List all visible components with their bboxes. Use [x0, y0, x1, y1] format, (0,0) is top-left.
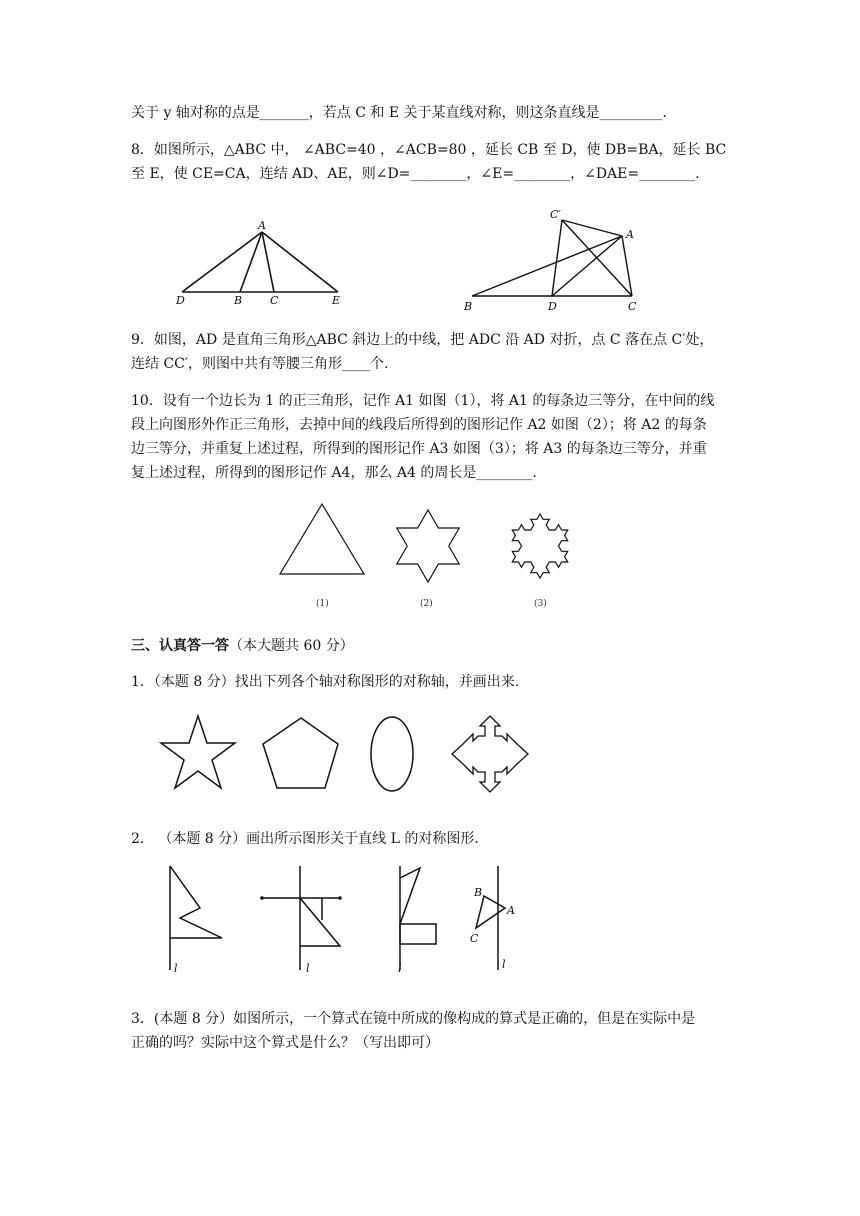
arrow-cross-shape — [452, 716, 528, 792]
label-a2: A — [626, 228, 634, 241]
q10-line2: 段上向图形外作正三角形，去掉中间的线段后所得到的图形记作 A2 如图（2）；将 A2 的每条 — [131, 417, 707, 433]
label-a: A — [258, 219, 266, 232]
section3-title: 三、认真答一答 — [131, 638, 229, 654]
section3-heading — [131, 636, 731, 656]
p2-text: 2． （本题 8 分）画出所示图形关于直线 L 的对称图形. — [131, 831, 479, 847]
star-shape — [161, 716, 235, 788]
koch-a3-snowflake — [512, 514, 567, 578]
label-b2: B — [464, 300, 473, 313]
koch-a1-triangle — [280, 504, 364, 574]
label-c: C — [270, 294, 279, 307]
caption-2: (2) — [420, 599, 433, 609]
q8-line1: 8．如图所示，△ABC 中， ∠ABC=40 ，∠ACB=80 ，延长 CB 至 D，使 DB=BA，延长 BC — [131, 142, 727, 158]
p3-line1: 3．(本题 8 分）如图所示，一个算式在镜中所成的像构成的算式是正确的，但是在实际中是 — [131, 1011, 696, 1027]
label-d2: D — [548, 300, 557, 313]
tri-label-a: A — [507, 904, 515, 917]
p1-shapes — [160, 710, 540, 800]
q7-tail: 关于 y 轴对称的点是_______，若点 C 和 E 关于某直线对称，则这条直线是_________. — [131, 105, 667, 121]
q8-figure-left — [170, 218, 360, 308]
q9-fold-figure — [458, 206, 658, 314]
label-d: D — [176, 294, 185, 307]
q10-figures — [270, 488, 600, 616]
ellipse-shape — [371, 717, 413, 791]
label-b: B — [234, 294, 243, 307]
section3-note: （本大题共 60 分） — [229, 638, 354, 654]
pentagon-shape — [263, 718, 338, 788]
axis-label-2: l — [306, 962, 310, 975]
q10-line3: 边三等分，并重复上述过程，所得到的图形记作 A3 如图（3）；将 A3 的每条边三等分，并重 — [131, 441, 707, 457]
q8-triangle-figure — [170, 218, 360, 308]
koch-a2-star — [397, 510, 459, 582]
q8-line2: 至 E，使 CE=CA，连结 AD、AE，则∠D=________，∠E=________，∠DAE=________. — [131, 166, 700, 182]
q9-line2: 连结 CC′，则图中共有等腰三角形____个. — [131, 356, 389, 372]
p3-line2: 正确的吗？实际中这个算式是什么？（写出即可） — [131, 1035, 439, 1051]
axis-label-4: l — [502, 958, 506, 971]
label-e: E — [332, 294, 341, 307]
p2-figures — [150, 858, 530, 978]
q9-figure-right — [458, 206, 658, 314]
axis-label-3: l — [398, 962, 402, 975]
axis-label-1: l — [174, 962, 178, 975]
symmetric-shapes — [160, 710, 540, 800]
tri-label-b: B — [474, 886, 483, 899]
caption-3: (3) — [534, 599, 547, 609]
reflection-figures — [150, 858, 530, 978]
p1-text: 1．（本题 8 分）找出下列各个轴对称图形的对称轴，并画出来. — [131, 674, 520, 690]
tri-label-c: C — [470, 932, 479, 945]
label-c-prime: C′ — [550, 208, 561, 221]
q9-line1: 9．如图，AD 是直角三角形△ABC 斜边上的中线，把 ADC 沿 AD 对折，点 C 落在点 C′处， — [131, 332, 714, 348]
koch-figures — [270, 488, 600, 616]
caption-1: (1) — [316, 599, 329, 609]
q10-line1: 10．设有一个边长为 1 的正三角形，记作 A1 如图（1），将 A1 的每条边三等分，在中间的线 — [131, 393, 715, 409]
q10-line4: 复上述过程，所得到的图形记作 A4，那么 A4 的周长是________. — [131, 465, 537, 481]
label-c2: C — [628, 300, 637, 313]
